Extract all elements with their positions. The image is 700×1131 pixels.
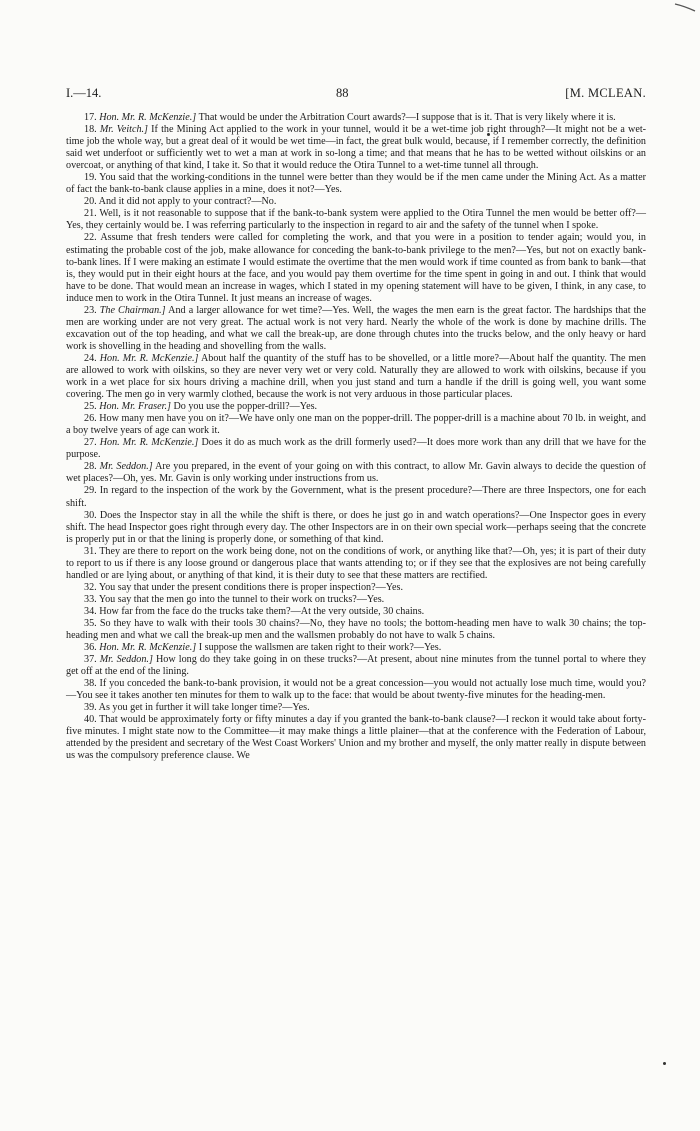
speaker-name: Hon. Mr. R. McKenzie.] [99, 642, 197, 654]
question-paragraph [66, 618, 646, 642]
question-text: So they have to walk with their tools 30 chains?—No, they have no tools; the bottom-heading men have to walk 30 chains; the top-heading men and what we call the break-up men and the wallsmen probably do not have to walk 5 chains. [66, 617, 646, 642]
question-paragraph [66, 208, 646, 232]
question-paragraph [66, 112, 646, 124]
question-paragraph [66, 232, 646, 304]
question-paragraph [66, 714, 646, 762]
question-number: 17. [84, 112, 97, 123]
question-text: If the Mining Act applied to the work in your tunnel, would it be a wet-time job right through?—It might not be a wet-time job the whole way, but a great deal of it would be wet time—in fact, the great bulk would, because, if I remember correctly, the definition said wet underfoot or sufficiently wet to wet a man at work in so-long a time; and that means that he has to be wetted without oilskins or an overcoat, or anything of that kind, I take it. So that it would reduce the Otira Tunnel to a wet-time tunnel all through. [66, 124, 647, 172]
question-text: Does it do as much work as the drill formerly used?—It does more work than any drill that we have for the purpose. [66, 437, 647, 461]
question-number: 40. [84, 714, 97, 726]
question-text: You say that under the present conditions there is proper inspection?—Yes. [98, 581, 403, 593]
testimony-body [66, 112, 646, 763]
question-number: 31. [84, 545, 97, 557]
question-number: 26. [84, 413, 97, 425]
witness-name: [M. MCLEAN. [565, 86, 646, 100]
question-number: 28. [84, 461, 97, 473]
question-number: 36. [84, 642, 97, 654]
question-number: 38. [84, 678, 97, 690]
question-text: How far from the face do the trucks take them?—At the very outside, 30 chains. [99, 605, 425, 617]
question-number: 34. [84, 605, 97, 617]
question-paragraph [66, 582, 646, 594]
question-text: And it did not apply to your contract?—No. [98, 196, 277, 208]
question-paragraph [66, 642, 646, 654]
question-number: 18. [84, 124, 97, 136]
paper-number: I.—14. [66, 86, 102, 100]
question-text: Are you prepared, in the event of your going on with this contract, to allow Mr. Gavin always to decide the question of wet places?—Oh, yes. Mr. Gavin is only working under instructions from us. [66, 461, 646, 485]
question-text: Well, is it not reasonable to suppose that if the bank-to-bank system were applied to the Otira Tunnel the men would be better off?—Yes, they certainly would be. I was referring particularly to the inspection in regard to air and the safety of the tunnel when I spoke. [66, 208, 646, 232]
question-paragraph [66, 510, 646, 546]
question-paragraph [66, 196, 646, 208]
question-text: You say that the men go into the tunnel to their work on trucks?—Yes. [98, 593, 385, 605]
question-number: 29. [84, 485, 97, 497]
question-number: 27. [84, 437, 97, 449]
question-text: How many men have you on it?—We have only one man on the popper-drill. The popper-drill is a machine about 70 lb. in weight, and a boy twelve years of age can work it. [66, 413, 646, 437]
question-paragraph [66, 437, 646, 461]
page-header [66, 86, 646, 102]
question-text: Assume that fresh tenders were called for completing the work, and that you were in a position to tender again; would you, in estimating the probable cost of the job, make allowance for conceding the bank-to-bank privilege to the men?—Yes, but not on exactly bank-to-bank lines. If I were making an estimate I would estimate the overtime that the men would work if time counted as from bank to bank—that is, they would put in their eight hours at the face, and you would pay them overtime for the time spent in going in and out. I think that would have to be done. That would mean an increase in wages, which I stated in my opening statement will have to be given, I think, in any case, to induce men to work in the Otira Tunnel. It just means an increase of wages. [66, 232, 646, 304]
question-paragraph [66, 172, 646, 196]
question-text: In regard to the inspection of the work by the Government, what is the present procedure?—There are three Inspectors, one for each shift. [66, 485, 647, 509]
question-paragraph [66, 678, 646, 702]
corner-stroke-mark [674, 2, 696, 12]
question-number: 24. [84, 352, 97, 364]
question-paragraph [66, 401, 646, 413]
question-text: Do you use the popper-drill?—Yes. [173, 401, 318, 413]
question-text: That would be under the Arbitration Court awards?—I suppose that is it. That is very likely where it is. [198, 112, 616, 123]
speaker-name: Mr. Seddon.] [99, 654, 153, 666]
question-text: As you get in further it will take longer time?—Yes. [98, 702, 310, 714]
speaker-name: The Chairman.] [99, 304, 166, 316]
question-text: You said that the working-conditions in the tunnel were better than they would be if the men came under the Mining Act. As a matter of fact the bank-to-bank clause applies in a mine, does it not?—Yes. [66, 172, 646, 196]
speaker-name: Hon. Mr. R. McKenzie.] [99, 112, 197, 123]
question-paragraph [66, 461, 646, 485]
question-number: 33. [84, 593, 97, 605]
question-text: How long do they take going in on these trucks?—At present, about nine minutes from the tunnel portal to where they get off at the end of the lining. [66, 654, 647, 678]
question-number: 21. [84, 208, 97, 220]
speaker-name: Hon. Mr. Fraser.] [99, 401, 171, 413]
question-paragraph [66, 702, 646, 714]
question-paragraph [66, 413, 646, 437]
question-paragraph [66, 305, 646, 353]
question-text: If you conceded the bank-to-bank provision, it would not be a great concession—you would not actually lose much time, would you?—You see it takes another ten minutes for them to walk up to the face: that would be about twenty-five minutes for the heading-men. [66, 678, 647, 702]
question-text: Does the Inspector stay in all the while the shift is there, or does he just go in and watch operations?—One Inspector goes in every shift. The head Inspector goes right through every day. The other Inspectors are in on their own special work—perhaps seeing that the concrete is properly put in or that the lining is properly done, or something of that kind. [66, 509, 646, 545]
question-paragraph [66, 594, 646, 606]
question-text: I suppose the wallsmen are taken right to their work?—Yes. [198, 642, 442, 654]
question-text: And a larger allowance for wet time?—Yes. Well, the wages the men earn is the great factor. The hardships that the men are working under are not very great. The actual work is not very hard. Nearly the whole of the work is done by machine drills. The excavation out of the top heading, and what we call the break-up, are done through chutes into the trucks below, and the only heavy or hard work is shovelling in the heading and shovelling from the walls. [66, 304, 646, 352]
speaker-name: Mr. Veitch.] [99, 124, 148, 136]
margin-dot-mark [663, 1062, 666, 1065]
question-paragraph [66, 353, 646, 401]
question-paragraph [66, 124, 646, 172]
question-number: 37. [84, 654, 97, 666]
question-paragraph [66, 654, 646, 678]
question-text: About half the quantity of the stuff has to be shovelled, or a little more?—About half the quantity. The men are allowed to work with oilskins, so they are never very wet or very cold. Naturally they are allowed to work with oilskins, because if you work in a wet place for six hours driving a machine drill, when you just stand and turn a handle if the drill is going well, you want some covering. The men go in very warmly clothed, because the work is not very arduous in those particular places. [66, 352, 646, 401]
question-text: That would be approximately forty or fifty minutes a day if you granted the bank-to-bank clause?—I reckon it would take about forty-five minutes. I might state now to the Committee—it may make things a little plainer—that at the conference with the Federation of Labour, attended by the president and secretary of the West Coast Workers' Union and my brother and myself, the only matter really in dispute between us was the compulsory preference clause. We [66, 714, 646, 762]
question-number: 32. [84, 581, 97, 593]
question-text: They are there to report on the work being done, not on the conditions of work, or anything like that?—Oh, yes; it is part of their duty to report to us if there is any loose ground or dangerous place that wants attending to; or if they see that the explosives are not being carefully handled or are lying about, or anything of that kind, it is their duty to see that these matters are rectified. [66, 545, 646, 581]
question-number: 25. [84, 401, 97, 413]
question-paragraph [66, 485, 646, 509]
speaker-name: Hon. Mr. R. McKenzie.] [99, 352, 199, 364]
question-number: 20. [84, 196, 97, 208]
question-number: 39. [84, 702, 97, 714]
question-number: 22. [84, 232, 97, 244]
speaker-name: Mr. Seddon.] [99, 461, 153, 473]
question-number: 30. [84, 509, 97, 521]
page-number: 88 [336, 86, 349, 100]
question-paragraph [66, 546, 646, 582]
question-number: 35. [84, 617, 97, 629]
question-paragraph [66, 606, 646, 618]
question-number: 19. [84, 172, 97, 184]
question-number: 23. [84, 304, 97, 316]
speaker-name: Hon. Mr. R. McKenzie.] [99, 437, 199, 449]
